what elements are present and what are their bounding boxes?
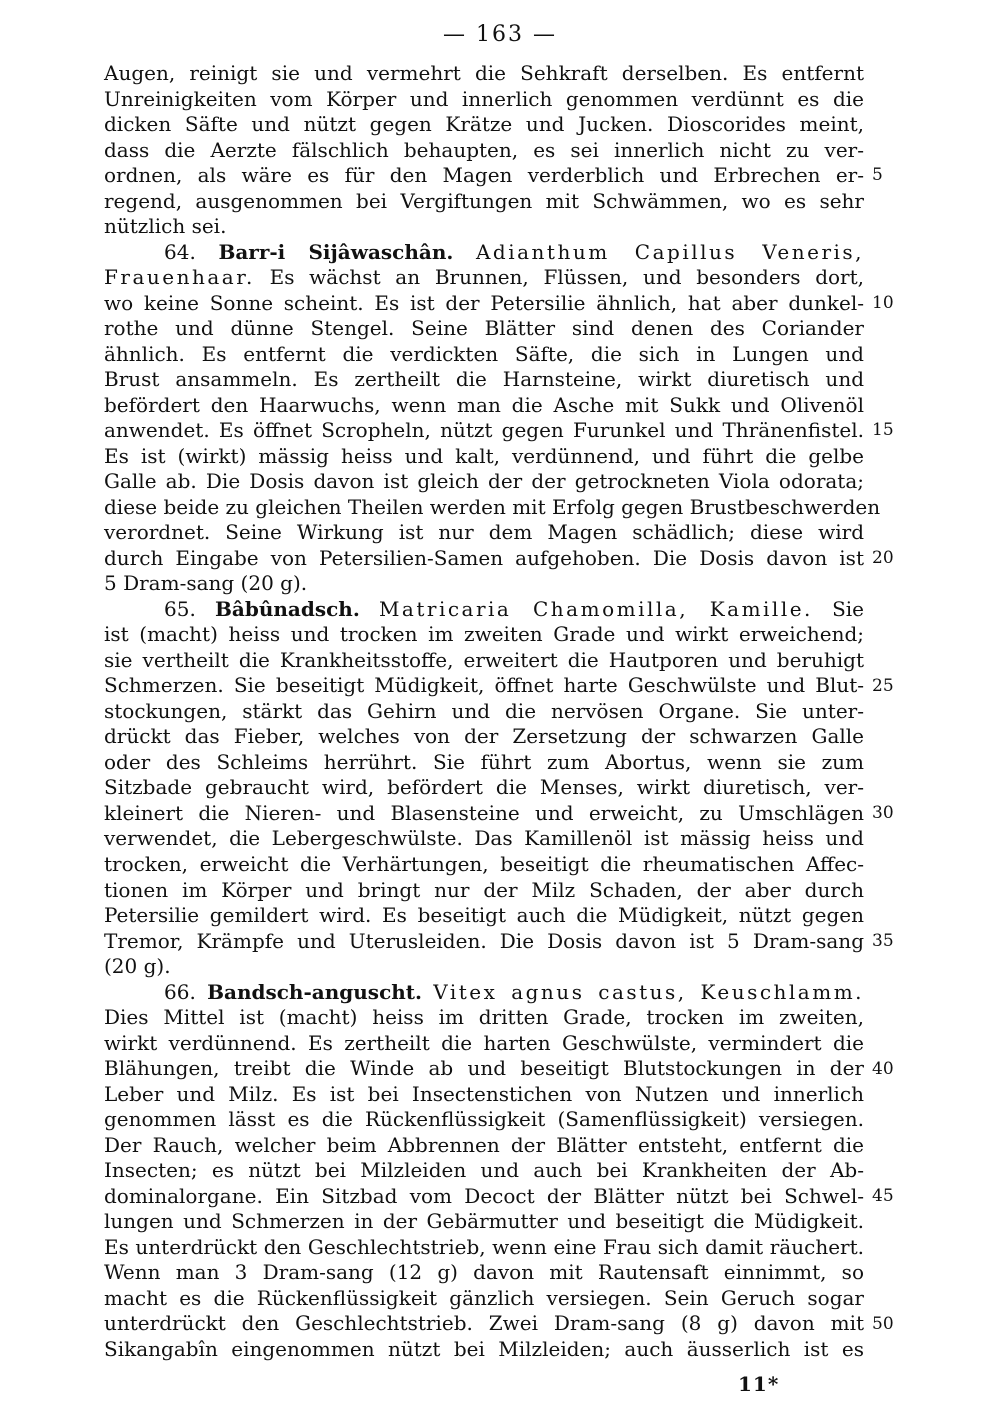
text-line [104,546,864,572]
text-line [104,648,864,674]
line-number: 15 [872,420,894,441]
text-line [104,291,864,317]
line-text: Sitzbade gebraucht wird, befördert die Menses, wirkt diuretisch, ver- [104,775,864,800]
entry-number: 64. [164,239,196,264]
text-line [104,929,864,955]
entry-number: 66. [164,979,196,1004]
text-line [104,1133,864,1159]
line-text: (20 g). [104,954,171,979]
text-line [104,1235,864,1261]
text-line [104,1184,864,1210]
text-line [104,826,864,852]
line-text: Es wächst an Brunnen, Flüssen, und besonders dort, [254,265,864,290]
text-line [104,1158,864,1184]
text-line [104,903,864,929]
line-text: dominalorgane. Ein Sitzbad vom Decoct der Blätter nützt bei Schwel- [104,1183,864,1208]
line-text: wo keine Sonne scheint. Es ist der Petersilie ähnlich, hat aber dunkel- [104,290,864,315]
text-line [104,520,864,546]
text-line [104,622,864,648]
text-line [104,750,864,776]
text-line [104,265,864,291]
line-text: Es unterdrückt den Geschlechtstrieb, wenn eine Frau sich damit räuchert. [104,1234,864,1259]
line-text: diese beide zu gleichen Theilen werden mit Erfolg gegen Brustbeschwerden [104,494,881,519]
line-text: Unreinigkeiten vom Körper und innerlich genommen verdünnt es die [104,86,864,111]
text-line [104,852,864,878]
text-line [104,444,864,470]
line-number: 10 [872,292,894,313]
line-number: 45 [872,1186,894,1207]
entry-title: Bâbûnadsch. [214,596,360,621]
text-line [104,699,864,725]
line-text: Leber und Milz. Es ist bei Insectenstichen von Nutzen und innerlich [104,1081,864,1106]
line-number: 5 [872,165,883,186]
page-number: — 163 — [443,22,557,47]
line-text: verordnet. Seine Wirkung ist nur dem Magen schädlich; diese wird [104,520,864,545]
line-number: 20 [872,548,894,569]
line-text: regend, ausgenommen bei Vergiftungen mit Schwämmen, wo es sehr [104,188,864,213]
latin-name: Adianthum Capillus Veneris, [475,239,865,264]
line-text: tionen im Körper und bringt nur der Milz Schaden, der aber durch [104,877,864,902]
line-text: Es ist (wirkt) mässig heiss und kalt, verdünnend, und führt die gelbe [104,443,864,468]
text-line [104,112,864,138]
entry-heading-line [104,597,864,623]
line-text: dass die Aerzte fälschlich behaupten, es sei innerlich nicht zu ver- [104,137,864,162]
text-line [104,878,864,904]
line-text: Tremor, Krämpfe und Uterusleiden. Die Dosis davon ist 5 Dram-sang [104,928,864,953]
line-text: Schmerzen. Sie beseitigt Müdigkeit, öffnet harte Geschwülste und Blut- [104,673,864,698]
text-line [104,494,881,521]
line-text: ordnen, als wäre es für den Magen verderblich und Erbrechen er- [104,163,864,188]
line-number: 30 [872,803,894,824]
line-text: oder des Schleims herrührt. Sie führt zum Abortus, wenn sie zum [104,749,864,774]
latin-name: Matricaria Chamomilla, Kamille. [378,596,813,621]
line-text: durch Eingabe von Petersilien-Samen aufgehoben. Die Dosis davon ist [104,545,864,570]
line-number: 40 [872,1058,894,1079]
text-line [104,418,864,444]
line-text: genommen lässt es die Rückenflüssigkeit (Samenflüssigkeit) versiegen. [104,1107,864,1132]
entry-title: Bandsch-anguscht. [207,979,422,1004]
line-text: befördert den Haarwuchs, wenn man die Asche mit Sukk und Olivenöl [104,392,864,417]
line-text: macht es die Rückenflüssigkeit gänzlich versiegen. Sein Geruch sogar [104,1285,864,1310]
text-line [104,214,864,240]
line-text: dicken Säfte und nützt gegen Krätze und Jucken. Dioscorides meint, [104,112,864,137]
line-text: Wenn man 3 Dram-sang (12 g) davon mit Rautensaft einnimmt, so [104,1260,864,1285]
printer-signature: 11* [738,1372,780,1396]
line-text: kleinert die Nieren- und Blasensteine und erweicht, zu Umschlägen [104,800,864,825]
text-line [104,1260,864,1286]
line-text: Galle ab. Die Dosis davon ist gleich der der getrockneten Viola odorata; [104,469,864,494]
line-number: 35 [872,931,894,952]
line-text: sie vertheilt die Krankheitsstoffe, erweitert die Hautporen und beruhigt [104,647,864,672]
line-text: Der Rauch, welcher beim Abbrennen der Blätter entsteht, entfernt die [104,1132,864,1157]
line-text: ähnlich. Es entfernt die verdickten Säfte, die sich in Lungen und [104,341,864,366]
line-text: Dies Mittel ist (macht) heiss im dritten Grade, trocken im zweiten, [104,1005,864,1030]
line-text: anwendet. Es öffnet Scropheln, nützt gegen Furunkel und Thränenfistel. [104,418,864,443]
text-line [104,342,864,368]
line-text: ist (macht) heiss und trocken im zweiten Grade und wirkt erweichend; [104,622,864,647]
text-line [104,775,864,801]
line-number: 25 [872,675,894,696]
line-text: drückt das Fieber, welches von der Zersetzung der schwarzen Galle [104,724,864,749]
latin-name: Vitex agnus castus, Keuschlamm. [433,979,865,1004]
text-line [104,1082,864,1108]
text-line [104,393,864,419]
line-text: unterdrückt den Geschlechtstrieb. Zwei Dram-sang (8 g) davon mit [104,1311,864,1336]
text-line [104,367,864,393]
text-line [104,571,864,597]
text-line [104,673,864,699]
text-line [104,1031,864,1057]
text-line [104,1005,864,1031]
text-line [104,138,864,164]
text-line [104,1337,864,1363]
line-text: Augen, reinigt sie und vermehrt die Sehkraft derselben. Es entfernt [104,61,864,85]
line-text: Sikangabîn eingenommen nützt bei Milzleiden; auch äusserlich ist es [104,1336,864,1361]
text-line [104,1056,864,1082]
text-line [104,87,864,113]
latin-name: Frauenhaar. [104,265,255,290]
entry-title: Barr-i Sijâwaschân. [218,239,454,264]
text-line [104,801,864,827]
line-text: Insecten; es nützt bei Milzleiden und auch bei Krankheiten der Ab- [104,1158,864,1183]
text-line [104,954,864,980]
line-text: Petersilie gemildert wird. Es beseitigt auch die Müdigkeit, nützt gegen [104,903,864,928]
line-text: Blähungen, treibt die Winde ab und beseitigt Blutstockungen in der [104,1056,864,1081]
text-line [104,61,864,87]
line-text: rothe und dünne Stengel. Seine Blätter sind denen des Coriander [104,316,864,341]
line-text: stockungen, stärkt das Gehirn und die nervösen Organe. Sie unter- [104,698,864,723]
text-line [104,163,864,189]
line-text: verwendet, die Lebergeschwülste. Das Kamillenöl ist mässig heiss und [104,826,864,851]
line-text: wirkt verdünnend. Es zertheilt die harten Geschwülste, vermindert die [104,1030,864,1055]
text-body [104,61,881,1362]
entry-heading-line [104,980,864,1006]
text-line [104,1209,864,1235]
line-text: nützlich sei. [104,214,227,239]
text-line [104,1107,864,1133]
text-line [104,316,864,342]
line-number: 50 [872,1313,894,1334]
entry-number: 65. [164,596,196,621]
text-line [104,1286,864,1312]
text-line [104,469,864,495]
line-text: Sie [812,596,865,621]
text-line [104,724,864,750]
entry-heading-line [104,240,864,266]
line-text: Brust ansammeln. Es zertheilt die Harnsteine, wirkt diuretisch und [104,367,864,392]
text-line [104,1311,864,1337]
line-text: trocken, erweicht die Verhärtungen, beseitigt die rheumatischen Affec- [104,851,864,876]
line-text: lungen und Schmerzen in der Gebärmutter und beseitigt die Müdigkeit. [104,1209,864,1234]
text-line [104,189,864,215]
line-text: 5 Dram-sang (20 g). [104,571,308,596]
